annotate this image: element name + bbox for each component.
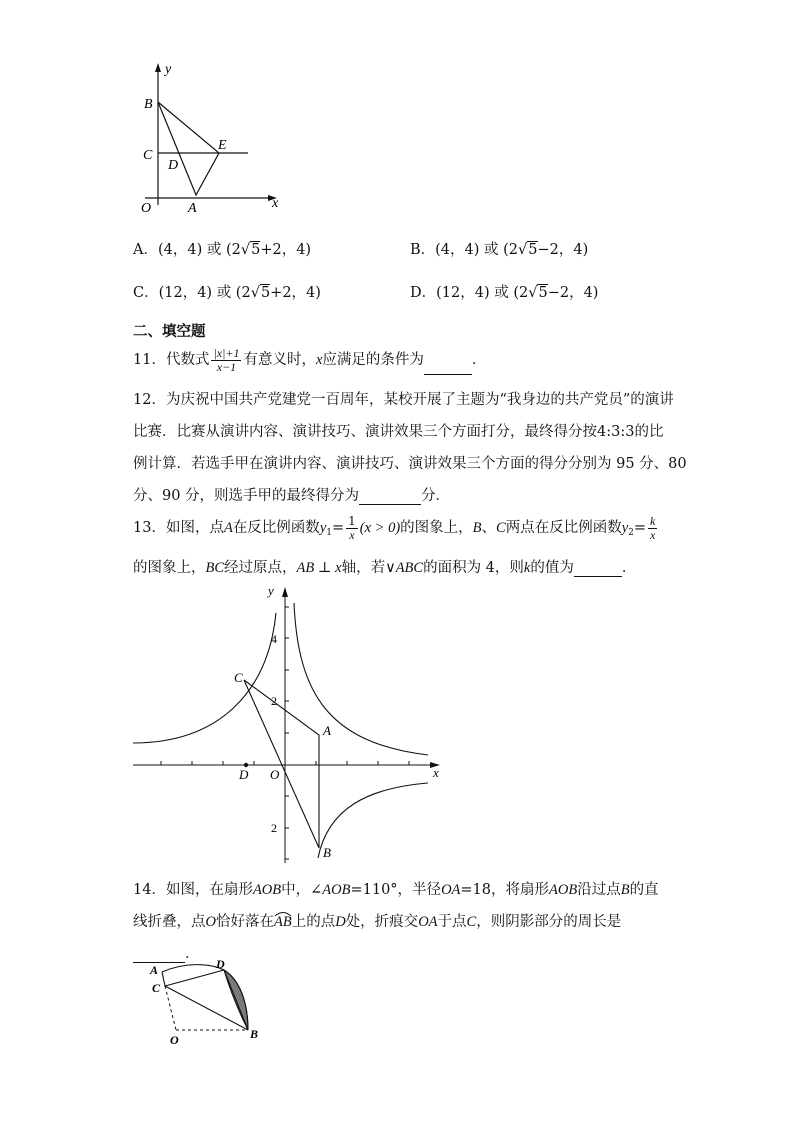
q14-point-b: B: [620, 882, 630, 898]
option-a-radical: 5: [251, 242, 261, 258]
label-e: E: [218, 138, 227, 153]
q14-l2-e: 于点: [437, 914, 467, 930]
tick-label-4: 4: [271, 632, 277, 646]
q13-frac2-num: k: [650, 513, 656, 528]
q14-point-o: O: [205, 914, 216, 930]
q14-point-d: D: [335, 914, 346, 930]
label-d: D: [216, 958, 225, 971]
question-12-line-4: [133, 484, 450, 505]
label-c: C: [234, 670, 243, 685]
option-a: A．(4，4) 或 (2√5+2，4): [133, 242, 312, 258]
option-b-suffix: −2，4): [537, 242, 589, 258]
label-d: D: [168, 158, 179, 173]
option-b: B．(4，4) 或 (2√5−2，4): [410, 242, 589, 258]
figure-q14: [140, 958, 270, 1048]
q14-oa-2: OA: [418, 914, 438, 930]
question-14-line-1: [133, 878, 659, 899]
q13-l2-e: 的值为: [530, 560, 574, 576]
label-o: O: [270, 767, 280, 782]
label-y: y: [268, 583, 274, 598]
q14-l2-f: ，则阴影部分的周长是: [476, 914, 622, 930]
q14-aob-2: AOB: [549, 882, 578, 898]
question-11: [133, 345, 486, 375]
q13-l2-c: 轴，若: [341, 560, 386, 576]
q13-frac1-den: x: [349, 527, 355, 542]
q14-angle-aob: AOB: [322, 882, 351, 898]
q13-l1-d: 两点在反比例函数: [505, 520, 622, 536]
q13-condition: (x > 0): [359, 520, 401, 536]
tick-label-minus-2: 2: [271, 821, 277, 835]
option-d: D．(12，4) 或 (2√5−2，4): [410, 285, 599, 301]
label-d: D: [239, 767, 249, 782]
segment-c-o-dashed: [165, 986, 176, 1030]
question-14-line-2: [133, 910, 621, 931]
label-b: B: [250, 1027, 259, 1041]
question-12-line-1: 12．为庆祝中国共产党建党一百周年，某校开展了主题为“我身边的共产党员”的演讲: [133, 392, 674, 408]
figure-q13: [128, 583, 448, 868]
q13-l1-a: 13．如图，点: [133, 520, 224, 536]
q13-l1-b: 在反比例函数: [232, 520, 320, 536]
q13-y2: y: [621, 520, 629, 536]
q14-l1-f: 的直: [629, 882, 659, 898]
q12-answer-blank[interactable]: [359, 488, 421, 505]
q11-var: x: [315, 352, 323, 368]
option-c-suffix: +2，4): [270, 285, 321, 301]
q13-l2-a: 的图象上，: [133, 560, 206, 576]
q11-frac-num: |x|+1: [213, 345, 240, 360]
q14-aob: AOB: [252, 882, 282, 898]
y-ticks: [285, 607, 289, 859]
q11-before: 11．代数式: [133, 352, 210, 368]
q14-oa: OA: [441, 882, 461, 898]
label-a: A: [150, 963, 159, 977]
question-12-line-3: 例计算．若选手甲在演讲内容、演讲技巧、演讲效果三个方面的得分分别为 95 分、80: [133, 456, 687, 472]
q13-frac-2: [648, 515, 657, 542]
option-b-radical: 5: [528, 242, 538, 258]
q13-y1: y: [319, 520, 327, 536]
q11-end: ．: [471, 352, 487, 368]
q13-point-a: A: [223, 520, 233, 536]
q13-answer-blank[interactable]: [574, 560, 622, 577]
q13-l1-c: 的图象上，: [400, 520, 473, 536]
option-d-prefix: D．(12，4) 或 (2: [410, 285, 529, 301]
tick-label-2: 2: [271, 694, 277, 708]
q13-y2-sub: 2: [628, 528, 634, 538]
q13-end: ．: [621, 560, 637, 576]
q12-line4-after: 分．: [421, 488, 451, 504]
option-d-suffix: −2，4): [547, 285, 599, 301]
q14-l1-b: 中，∠: [281, 882, 323, 898]
q13-comma: 、: [481, 520, 497, 536]
question-12-line-2: 比赛．比赛从演讲内容、演讲技巧、演讲效果三个方面打分，最终得分按4:3:3的比: [133, 424, 664, 440]
q14-l1-c: =110°，半径: [350, 882, 442, 898]
q13-l2-d: 的面积为 4，则: [423, 560, 524, 576]
option-c-radical: 5: [260, 285, 271, 301]
y-axis-arrow-icon: [282, 587, 288, 597]
q14-l1-e: 沿过点: [577, 882, 621, 898]
q13-point-c: C: [496, 520, 506, 536]
y-axis-arrow-icon: [155, 63, 161, 72]
arc-mark-icon: [274, 911, 292, 917]
q14-l1-d: =18，将扇形: [460, 882, 550, 898]
q12-line4-before: 分、90 分，则选手甲的最终得分为: [133, 488, 360, 504]
option-c-prefix: C．(12，4) 或 (2: [133, 285, 251, 301]
label-o: O: [170, 1033, 179, 1047]
triangle-b-a-e: [158, 102, 219, 195]
segment-c-d: [165, 970, 224, 986]
question-13-line-1: [133, 512, 659, 549]
label-c: C: [143, 148, 153, 163]
curve-y2-fourth-quadrant: [318, 783, 428, 858]
q13-triangle: ∨ABC: [385, 560, 424, 576]
q14-l2-b: 恰好落在: [215, 914, 274, 930]
q14-l2-a: 线折叠，点: [133, 914, 206, 930]
q11-frac-den: x−1: [216, 359, 237, 374]
label-y: y: [165, 62, 172, 77]
q13-eq-2: =: [633, 520, 647, 536]
curve-y1-first-quadrant: [294, 603, 428, 755]
q13-ab-perp-x: AB ⊥ x: [296, 560, 342, 576]
q13-l2-b: 经过原点，: [224, 560, 297, 576]
section-title: 二、填空题: [133, 323, 206, 340]
curve-y2-second-quadrant: [133, 613, 276, 743]
q14-l2-c: 上的点: [291, 914, 336, 930]
q13-frac1-num: 1: [348, 513, 356, 528]
label-b: B: [144, 97, 153, 112]
q13-point-b: B: [472, 520, 482, 536]
q13-bc: BC: [205, 560, 225, 576]
label-a: A: [188, 201, 197, 215]
q11-fraction: [211, 347, 241, 374]
q14-arc-label: AB: [273, 914, 292, 930]
option-a-prefix: A．(4，4) 或 (2: [133, 242, 241, 258]
label-c: C: [152, 981, 161, 995]
option-c: C．(12，4) 或 (2√5+2，4): [133, 285, 321, 301]
label-b: B: [323, 845, 331, 860]
label-a: A: [323, 723, 331, 738]
q14-arc-ab: [274, 914, 292, 931]
q11-middle: 有意义时，: [243, 352, 316, 368]
label-x: x: [272, 196, 279, 211]
q14-l1-a: 14．如图，在扇形: [133, 882, 253, 898]
option-b-prefix: B．(4，4) 或 (2: [410, 242, 519, 258]
question-13-line-2: [133, 556, 636, 577]
option-d-radical: 5: [538, 285, 548, 301]
q13-frac2-den: x: [650, 527, 656, 542]
segment-a-c: [162, 972, 165, 986]
triangle-a-b-c: [244, 680, 319, 848]
q14-l2-d: 处，折痕交: [345, 914, 419, 930]
q13-frac-1: [346, 515, 358, 542]
q13-k: k: [523, 560, 531, 576]
q14-point-c: C: [466, 914, 477, 930]
label-x: x: [433, 765, 439, 780]
q14-end: ．: [185, 946, 200, 962]
q13-eq: =: [331, 520, 345, 536]
label-o: O: [141, 201, 152, 215]
option-a-suffix: +2，4): [260, 242, 312, 258]
figure-q10: [130, 55, 290, 215]
q11-answer-blank[interactable]: [424, 358, 472, 375]
q11-after: 应满足的条件为: [322, 352, 424, 368]
q13-y1-sub: 1: [326, 528, 332, 538]
